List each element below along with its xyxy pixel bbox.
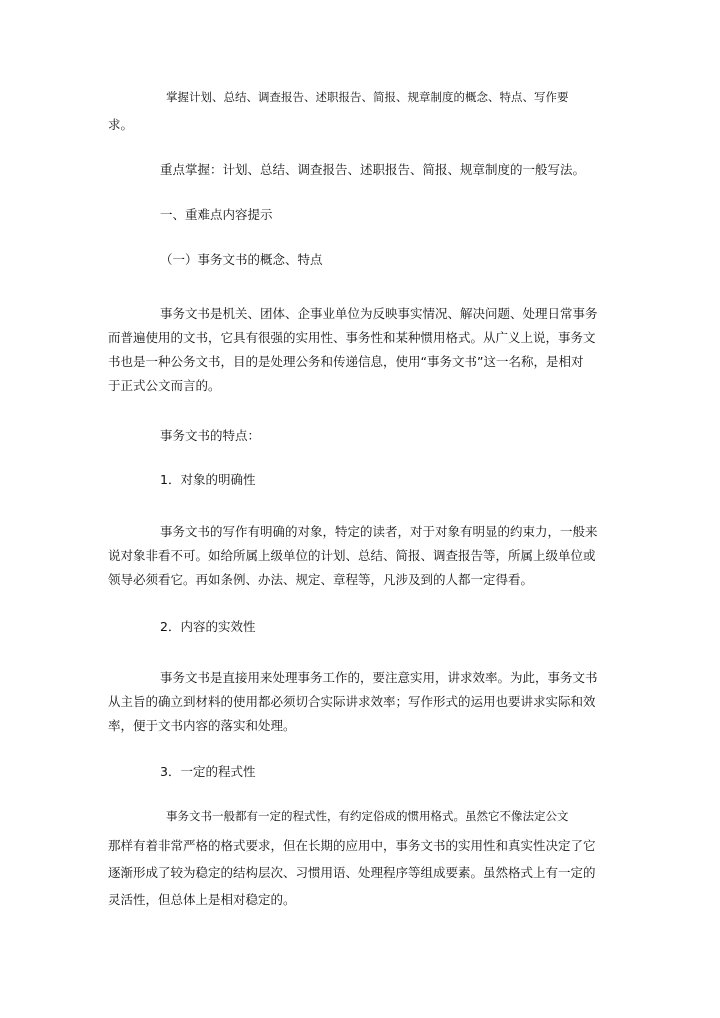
text-line: 灵活性，但总体上是相对稳定的。	[108, 892, 296, 907]
section-heading: 一、重难点内容提示	[160, 207, 273, 222]
subsection-heading: （一）事务文书的概念、特点	[160, 252, 323, 267]
text-line: 事务文书的写作有明确的对象，特定的读者，对于对象有明显的约束力，一般来	[160, 524, 598, 539]
text-line: 重点掌握：计划、总结、调查报告、述职报告、简报、规章制度的一般写法。	[160, 162, 586, 177]
text-line: 而普遍使用的文书，它具有很强的实用性、事务性和某种惯用格式。从广义上说，事务文	[108, 330, 596, 345]
text-line: 事务文书的特点：	[160, 428, 261, 443]
text-line: 事务文书是机关、团体、企事业单位为反映事实情况、解决问题、处理日常事务	[160, 306, 598, 321]
text-line: 书也是一种公务文书，目的是处理公务和传递信息，使用“事务文书”这一名称，是相对	[108, 354, 584, 369]
text-line: 求。	[108, 117, 134, 132]
text-line: 领导必须看它。再如条例、办法、规定、章程等，凡涉及到的人都一定得看。	[108, 572, 534, 587]
text-line: 说对象非看不可。如给所属上级单位的计划、总结、简报、调查报告等，所属上级单位或	[108, 548, 596, 563]
point-heading: 3．一定的程式性	[160, 764, 256, 779]
point-heading: 1．对象的明确性	[160, 472, 256, 487]
text-line: 事务文书是直接用来处理事务工作的，要注意实用，讲求效率。为此，事务文书	[160, 670, 598, 685]
text-line: 事务文书一般都有一定的程式性，有约定俗成的惯用格式。虽然它不像法定公文	[166, 809, 569, 823]
point-heading: 2．内容的实效性	[160, 619, 256, 634]
text-line: 率，便于文书内容的落实和处理。	[108, 718, 296, 733]
text-line: 掌握计划、总结、调查报告、述职报告、简报、规章制度的概念、特点、写作要	[166, 90, 569, 104]
text-line: 逐渐形成了较为稳定的结构层次、习惯用语、处理程序等组成要素。虽然格式上有一定的	[108, 865, 596, 880]
text-line: 那样有着非常严格的格式要求，但在长期的应用中，事务文书的实用性和真实性决定了它	[108, 838, 596, 853]
text-line: 从主旨的确立到材料的使用都必须切合实际讲求效率；写作形式的运用也要讲求实际和效	[108, 694, 596, 709]
text-line: 于正式公文而言的。	[108, 378, 221, 393]
